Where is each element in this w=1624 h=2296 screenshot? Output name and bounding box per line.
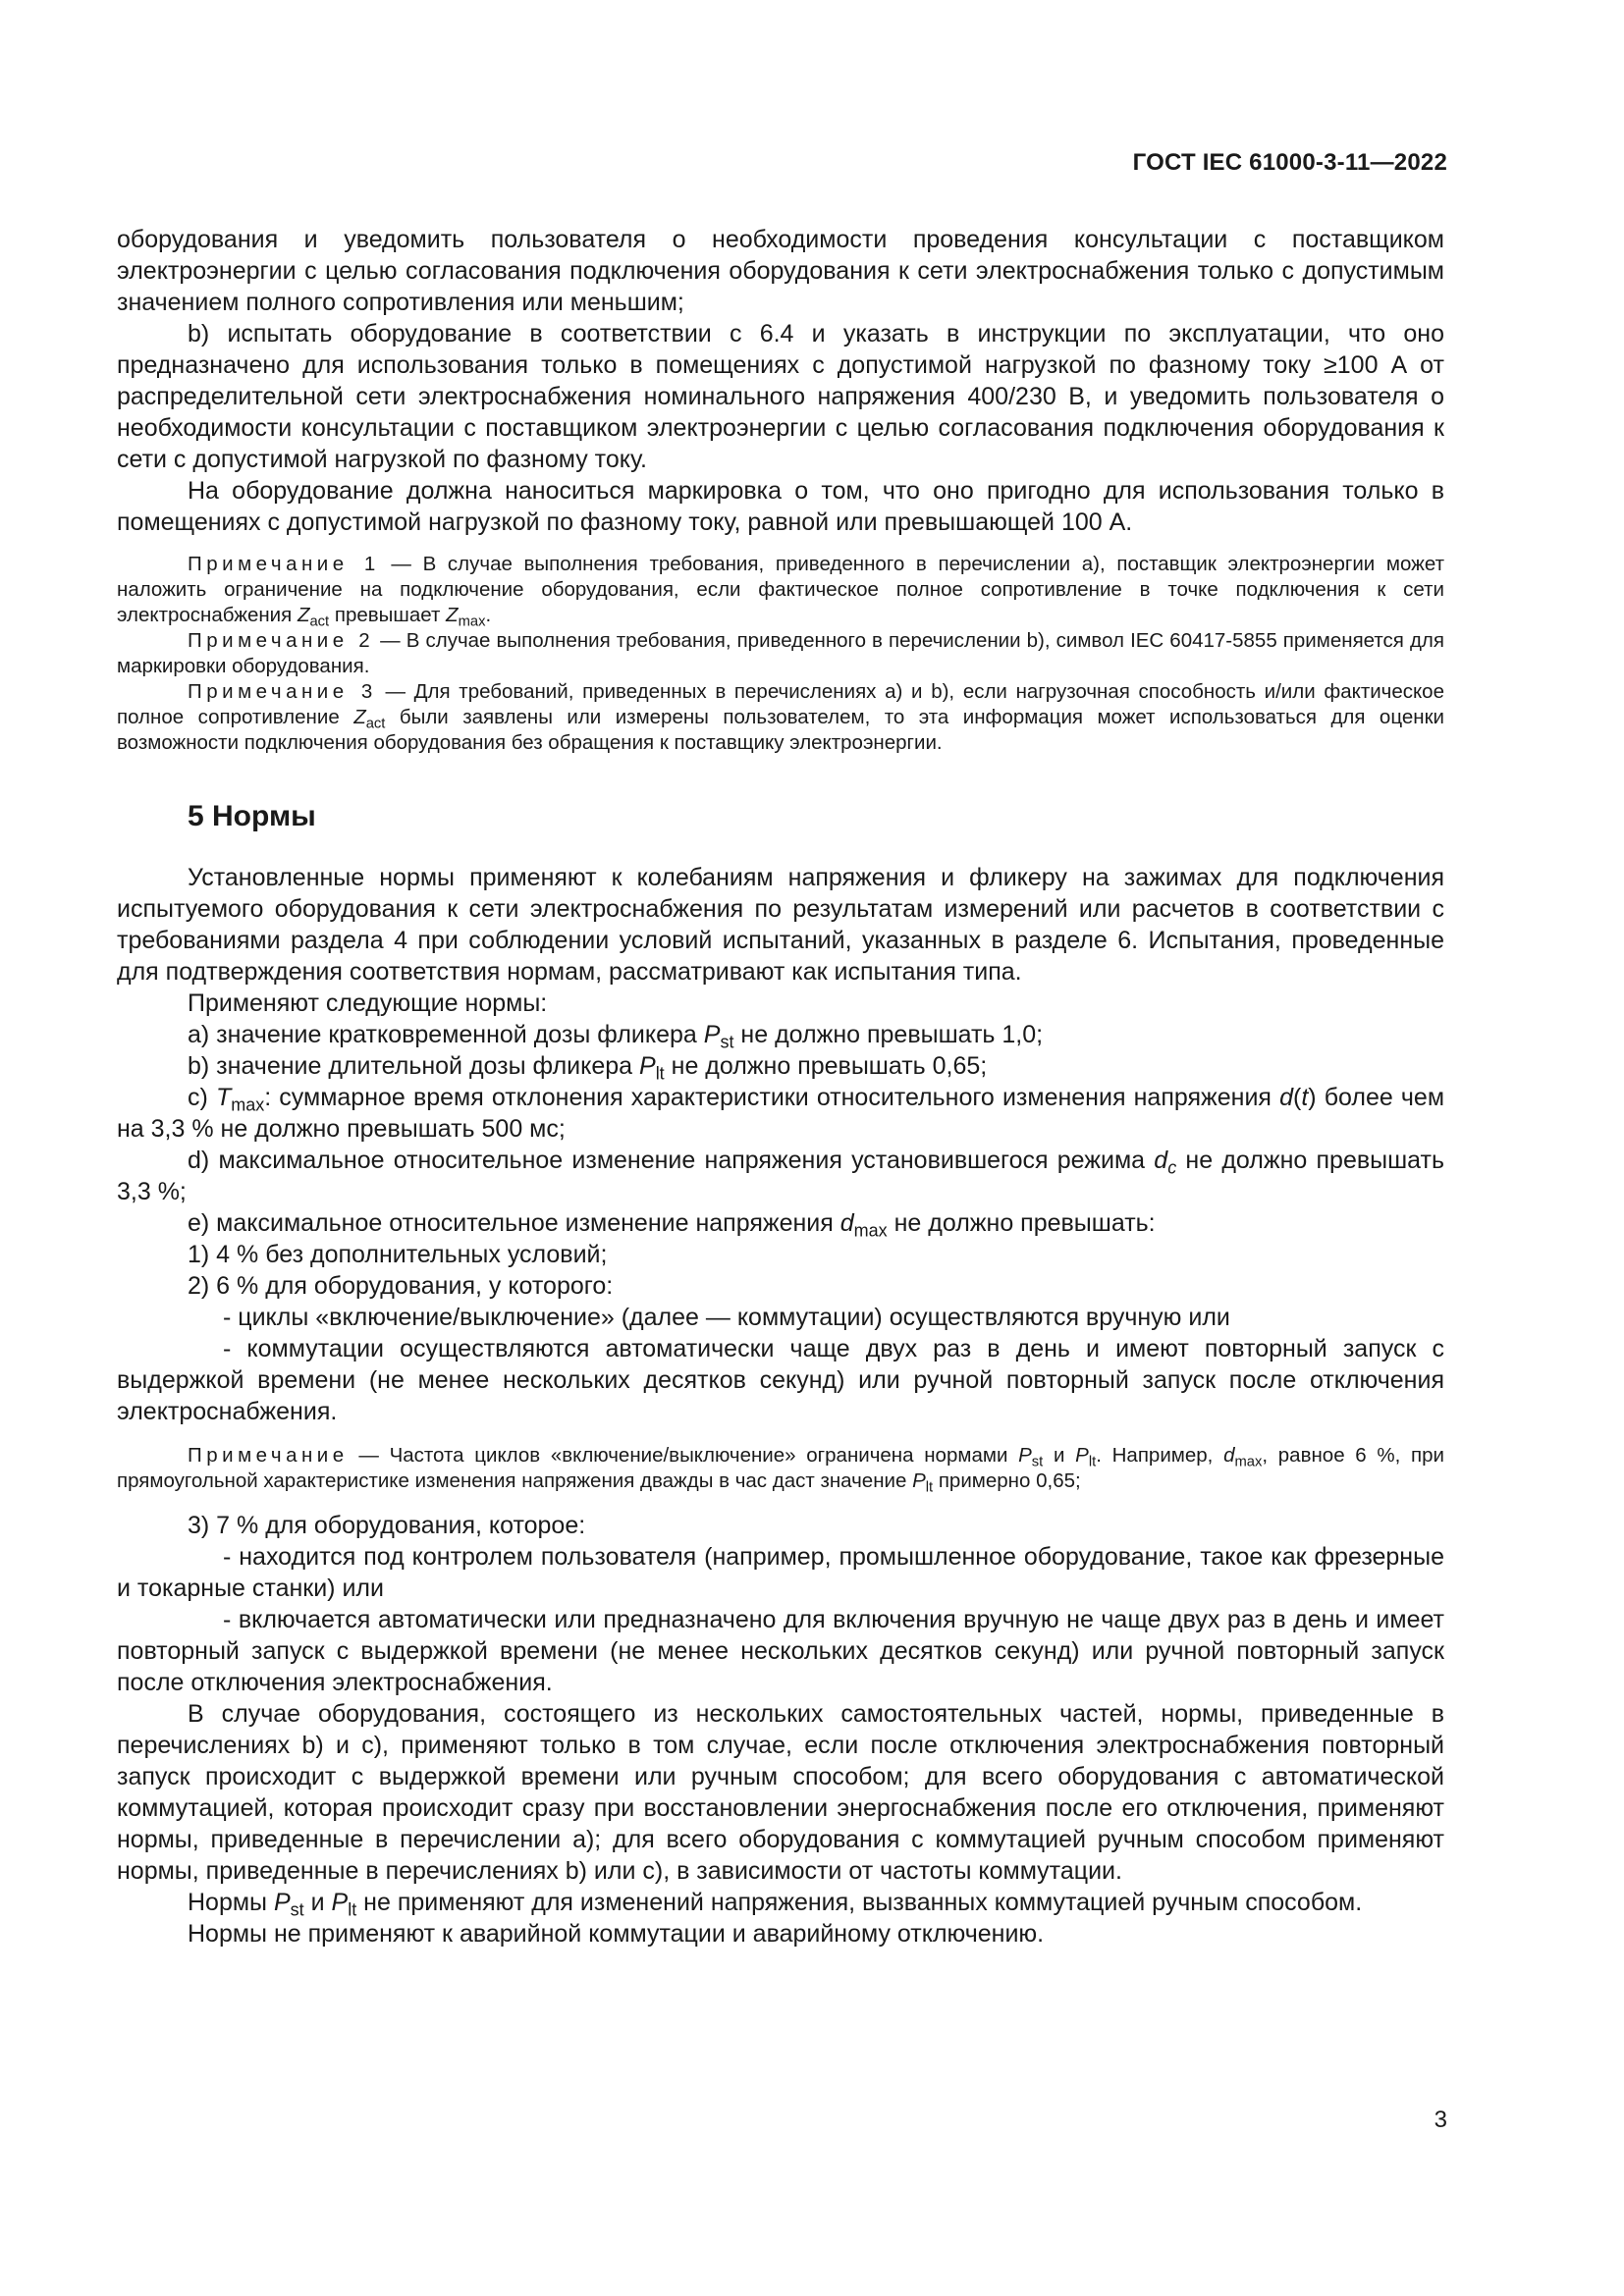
note-2: Примечание 2 — В случае выполнения требования, приведенного в перечислении b), символ IEC 60417-5855 применяется для маркировки оборудования. bbox=[117, 629, 1444, 677]
paragraph-marking: На оборудование должна наноситься маркировка о том, что оно пригодно для использования только в помещениях с допустимой нагрузкой по фазному току, равной или превышающей 100 А. bbox=[117, 477, 1444, 536]
note-label: Примечание 3 bbox=[188, 680, 377, 703]
note-4: Примечание — Частота циклов «включение/выключение» ограничена нормами $P_{st}$ и $P_{lt}$. Например, $d_{max}$, равное 6 %, при прямоугольной характеристике изменения напряжения дважды в час даст значение $P_{lt}$ примерно 0,65; bbox=[117, 1444, 1445, 1496]
note-label: Примечание 2 bbox=[188, 629, 375, 652]
norm-item-e2: 2) 6 % для оборудования, у которого: bbox=[188, 1272, 614, 1300]
note-label: Примечание 1 bbox=[188, 553, 380, 575]
emergency-exception: Нормы не применяют к аварийной коммутации и аварийному отключению. bbox=[188, 1920, 1045, 1948]
norm-item-e: e) максимальное относительное изменение напряжения $d_{max}$ не должно превышать: bbox=[188, 1209, 1156, 1241]
norm-item-e1: 1) 4 % без дополнительных условий; bbox=[188, 1241, 608, 1268]
norm-item-a: а) значение кратковременной дозы фликера $P_{st}$ не должно превышать 1,0; bbox=[188, 1021, 1044, 1052]
paragraph-item-b: b) испытать оборудование в соответствии с 6.4 и указать в инструкции по эксплуатации, что оно предназначено для использования только в помещениях с допустимой нагрузкой по фазному току ≥100 А от распределительной сети электроснабжения номинального напряжения 400/230 В, и уведомить пользователя о необходимости консультации с поставщиком электроэнергии с целью согласования подключения оборудования к сети с допустимой нагрузкой по фазному току. bbox=[117, 320, 1444, 473]
norm-item-d: d) максимальное относительное изменение напряжения установившегося режима $d_c$ не должно превышать 3,3 %; bbox=[117, 1147, 1444, 1205]
multi-part-equipment: В случае оборудования, состоящего из нескольких самостоятельных частей, нормы, приведенные в перечислениях b) и c), применяют только в том случае, если после отключения электроснабжения повторный запуск происходит с выдержкой времени или ручным способом; для всего оборудования с автоматической коммутацией, которая происходит сразу при восстановлении энергоснабжения после его отключения, применяют нормы, приведенные в перечислении а); для всего оборудования с коммутацией ручным способом применяют нормы, приведенные в перечислениях b) или c), в зависимости от частоты коммутации. bbox=[117, 1700, 1444, 1885]
norm-item-e2a: - циклы «включение/выключение» (далее — коммутации) осуществляются вручную или bbox=[223, 1304, 1230, 1331]
note-label: Примечание bbox=[188, 1444, 349, 1467]
page-number: 3 bbox=[1434, 2107, 1447, 2133]
norm-item-b: b) значение длительной дозы фликера $P_{lt}$ не должно превышать 0,65; bbox=[188, 1052, 988, 1084]
norm-item-c: c) $T_{max}$: суммарное время отклонения характеристики относительного изменения напряжения d(t) более чем на 3,3 % не должно превышать 500 мс; bbox=[117, 1084, 1445, 1143]
page-content bbox=[117, 224, 1444, 1949]
document-header: ГОСТ IEC 61000-3-11—2022 bbox=[1132, 149, 1447, 176]
norm-item-e3a: - находится под контролем пользователя (например, промышленное оборудование, такое как фрезерные и токарные станки) или bbox=[117, 1543, 1444, 1602]
paragraph-continuation: оборудования и уведомить пользователя о необходимости проведения консультации с поставщиком электроэнергии с целью согласования подключения оборудования к сети электроснабжения только с допустимым значением полного сопротивления или меньшим; bbox=[117, 226, 1444, 316]
norm-item-e3: 3) 7 % для оборудования, которое: bbox=[188, 1512, 586, 1539]
note-3: Примечание 3 — Для требований, приведенных в перечислениях а) и b), если нагрузочная способность и/или фактическое полное сопротивление $Z_{act}$ были заявлены или измерены пользователем, то эта информация может использоваться для оценки возможности подключения оборудования без обращения к поставщику электроэнергии. bbox=[117, 680, 1444, 754]
norm-item-e2b: - коммутации осуществляются автоматически чаще двух раз в день и имеют повторный запуск с выдержкой времени (не менее нескольких десятков секунд) или ручной повторный запуск после отключения электроснабжения. bbox=[117, 1335, 1444, 1425]
norm-item-e3b: - включается автоматически или предназначено для включения вручную не чаще двух раз в день и имеет повторный запуск с выдержкой времени (не менее нескольких десятков секунд) или ручной повторный запуск после отключения электроснабжения. bbox=[117, 1606, 1444, 1696]
pst-plt-exception: Нормы $P_{st}$ и $P_{lt}$ не применяют для изменений напряжения, вызванных коммутацией ручным способом. bbox=[188, 1889, 1363, 1920]
section-intro: Установленные нормы применяют к колебаниям напряжения и фликеру на зажимах для подключения испытуемого оборудования к сети электроснабжения по результатам измерений или расчетов в соответствии с требованиями раздела 4 при соблюдении условий испытаний, указанных в разделе 6. Испытания, проведенные для подтверждения соответствия нормам, рассматривают как испытания типа. bbox=[117, 864, 1444, 986]
note-1: Примечание 1 — В случае выполнения требования, приведенного в перечислении а), поставщик электроэнергии может наложить ограничение на подключение оборудования, если фактическое полное сопротивление в точке подключения к сети электроснабжения $Z_{act}$ превышает $Z_{max}$. bbox=[117, 553, 1444, 630]
apply-norms: Применяют следующие нормы: bbox=[188, 989, 548, 1017]
section-heading: 5 Нормы bbox=[188, 800, 316, 832]
